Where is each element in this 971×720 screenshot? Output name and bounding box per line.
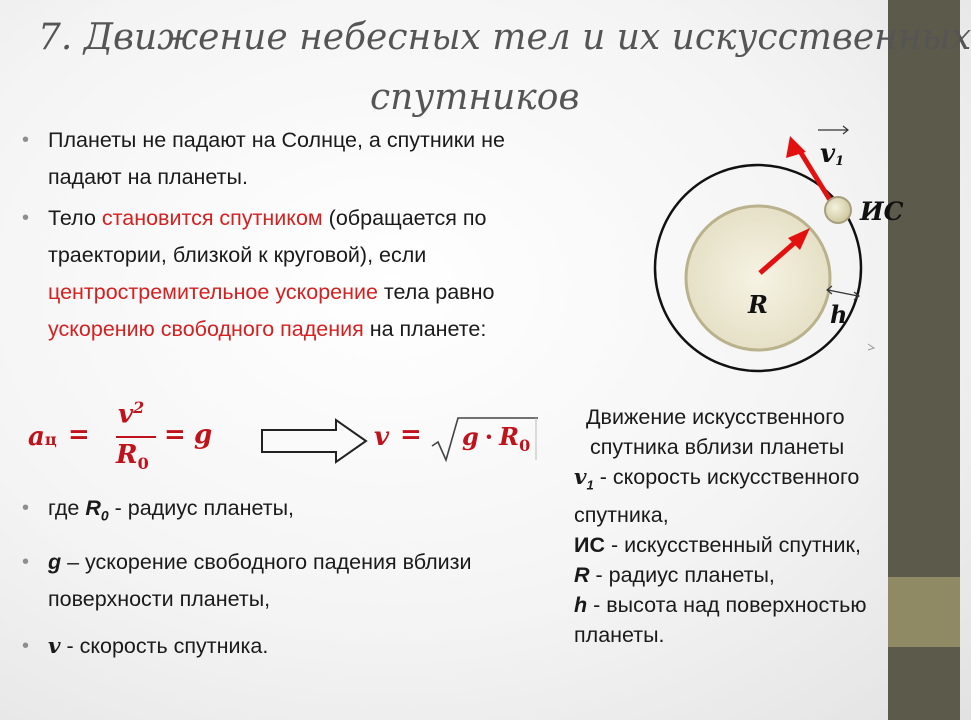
bullet-text: - радиус планеты,	[108, 496, 295, 520]
planet-circle	[686, 206, 830, 350]
slide-title	[0, 8, 971, 128]
caption-item	[574, 462, 904, 530]
formula-equals: =	[164, 420, 186, 450]
symbol-r: R	[574, 563, 590, 588]
satellite-label: ИС	[860, 197, 904, 226]
definition-list	[22, 490, 582, 675]
caption-item	[574, 530, 904, 560]
height-marker-line	[828, 290, 858, 296]
bullet-text: Тело	[48, 206, 102, 230]
caption-line: Движение искусственного	[586, 405, 845, 429]
bullet-list	[22, 122, 582, 352]
caption-text: - скорость искусственного спутника,	[574, 465, 860, 528]
caption-item	[574, 590, 904, 650]
formula-equals: =	[68, 420, 90, 450]
symbol-subscript: 0	[100, 507, 109, 524]
fraction-bar	[116, 436, 156, 438]
symbol-r0: R	[85, 496, 101, 520]
highlight-text: ускорению свободного падения	[48, 317, 364, 341]
velocity-label: v1	[820, 139, 845, 169]
bullet-item	[22, 628, 582, 665]
formula-r0: $R_0$	[116, 440, 149, 474]
bullet-text: - скорость спутника.	[60, 634, 269, 659]
height-label: h	[830, 300, 848, 329]
bullet-text: на планете:	[363, 317, 487, 341]
bullet-dot-icon: •	[22, 207, 30, 229]
symbol-g: g	[48, 550, 62, 575]
bullet-item	[22, 544, 582, 618]
title-line-1: 7. Движение небесных тел и их искусственных	[38, 17, 971, 58]
bullet-dot-icon: •	[22, 129, 30, 151]
satellite-circle	[825, 197, 851, 223]
bullet-item	[22, 200, 582, 348]
caption-item	[574, 560, 904, 590]
bullet-item	[22, 122, 582, 196]
bullet-item	[22, 490, 582, 534]
caption-text: - высота над поверхностью планеты.	[574, 593, 867, 648]
bullet-text: тела равно	[377, 280, 495, 304]
formula-g: $g \cdot R_0$	[462, 422, 531, 455]
symbol-subscript: 1	[586, 477, 594, 493]
formula-block	[22, 398, 582, 478]
implies-arrow-icon	[260, 418, 370, 464]
formula-a: aц	[28, 422, 57, 452]
bullet-dot-icon: •	[22, 497, 30, 519]
bullet-dot-icon: •	[22, 635, 30, 658]
symbol-h: h	[574, 593, 588, 618]
bullet-text: Планеты не падают на Солнце, а спутники не падают на планеты.	[48, 128, 505, 189]
radius-label: R	[748, 290, 768, 319]
caption-line: спутника вблизи планеты	[590, 435, 845, 459]
satellite-orbit-diagram	[640, 118, 904, 388]
symbol-ic: ИС	[574, 533, 605, 558]
caption-text: - радиус планеты,	[589, 563, 775, 588]
bullet-text: – ускорение свободного падения вблизи поверхности планеты,	[48, 550, 472, 612]
symbol-v: v	[48, 634, 61, 660]
small-arrow-icon	[868, 344, 874, 350]
title-line-2: спутников	[370, 77, 580, 118]
diagram-caption	[574, 402, 904, 650]
formula-g: g	[194, 420, 213, 450]
formula-v: v	[374, 422, 390, 452]
formula-equals: =	[400, 420, 422, 450]
symbol-v1: v	[574, 465, 587, 490]
highlight-text: центростремительное ускорение	[48, 280, 378, 304]
bullet-dot-icon: •	[22, 551, 30, 574]
caption-text: - искусственный спутник,	[604, 533, 861, 558]
formula-v-squared: $v^2$	[118, 398, 145, 430]
bullet-text: где	[48, 496, 86, 520]
highlight-text: становится спутником	[101, 206, 323, 230]
bullet-text: (обращается по траектории, близкой к круговой), если	[48, 206, 487, 267]
